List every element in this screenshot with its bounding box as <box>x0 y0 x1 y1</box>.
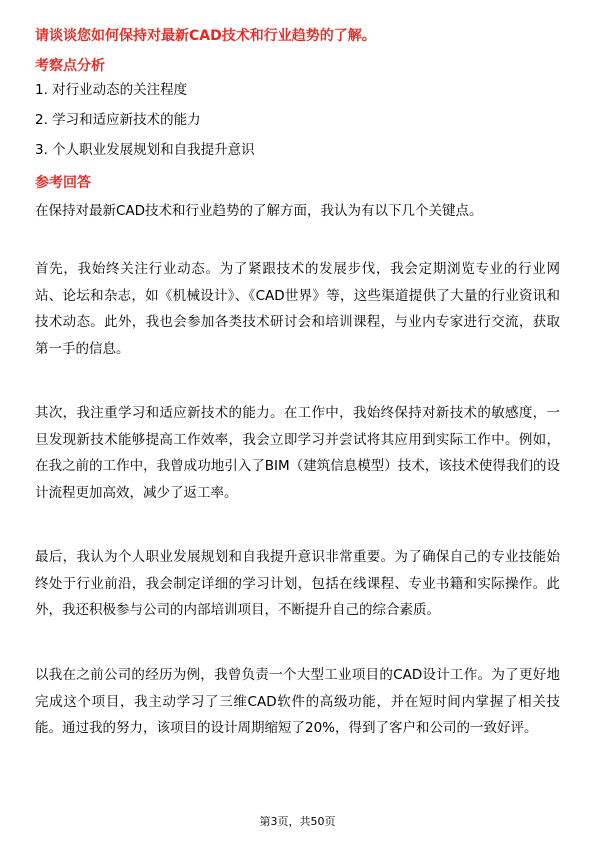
page-number: 第3页，共50页 <box>259 815 336 828</box>
answer-heading: 参考回答 <box>35 175 91 191</box>
analysis-heading: 考察点分析 <box>35 58 105 74</box>
analysis-point: 3. 个人职业发展规划和自我提升意识 <box>35 142 255 158</box>
answer-paragraph: 在保持对最新CAD技术和行业趋势的了解方面，我认为有以下几个关键点。 <box>35 203 483 219</box>
question-title: 请谈谈您如何保持对最新CAD技术和行业趋势的了解。 <box>35 28 376 44</box>
answer-paragraph: 其次，我注重学习和适应新技术的能力。在工作中，我始终保持对新技术的敏感度，一旦发现新技术能够提高工作效率，我会立即学习并尝试将其应用到实际工作中。例如，在我之前的工作中，我曾成功地引入了BIM（建筑信息模型）技术，该技术使得我们的设计流程更加高效，减少了返工率。 <box>35 405 560 501</box>
answer-paragraph: 以我在之前公司的经历为例，我曾负责一个大型工业项目的CAD设计工作。为了更好地完成这个项目，我主动学习了三维CAD软件的高级功能，并在短时间内掌握了相关技能。通过我的努力，该项目的设计周期缩短了20%，得到了客户和公司的一致好评。 <box>35 667 560 736</box>
analysis-point: 1. 对行业动态的关注程度 <box>35 82 188 98</box>
answer-paragraph: 首先，我始终关注行业动态。为了紧跟技术的发展步伐，我会定期浏览专业的行业网站、论坛和杂志，如《机械设计》、《CAD世界》等，这些渠道提供了大量的行业资讯和技术动态。此外，我也会参加各类技术研讨会和培训课程，与业内专家进行交流，获取第一手的信息。 <box>35 261 560 357</box>
analysis-point: 2. 学习和适应新技术的能力 <box>35 112 201 128</box>
answer-paragraph: 最后，我认为个人职业发展规划和自我提升意识非常重要。为了确保自己的专业技能始终处于行业前沿，我会制定详细的学习计划，包括在线课程、专业书籍和实际操作。此外，我还积极参与公司的内部培训项目，不断提升自己的综合素质。 <box>35 549 560 618</box>
